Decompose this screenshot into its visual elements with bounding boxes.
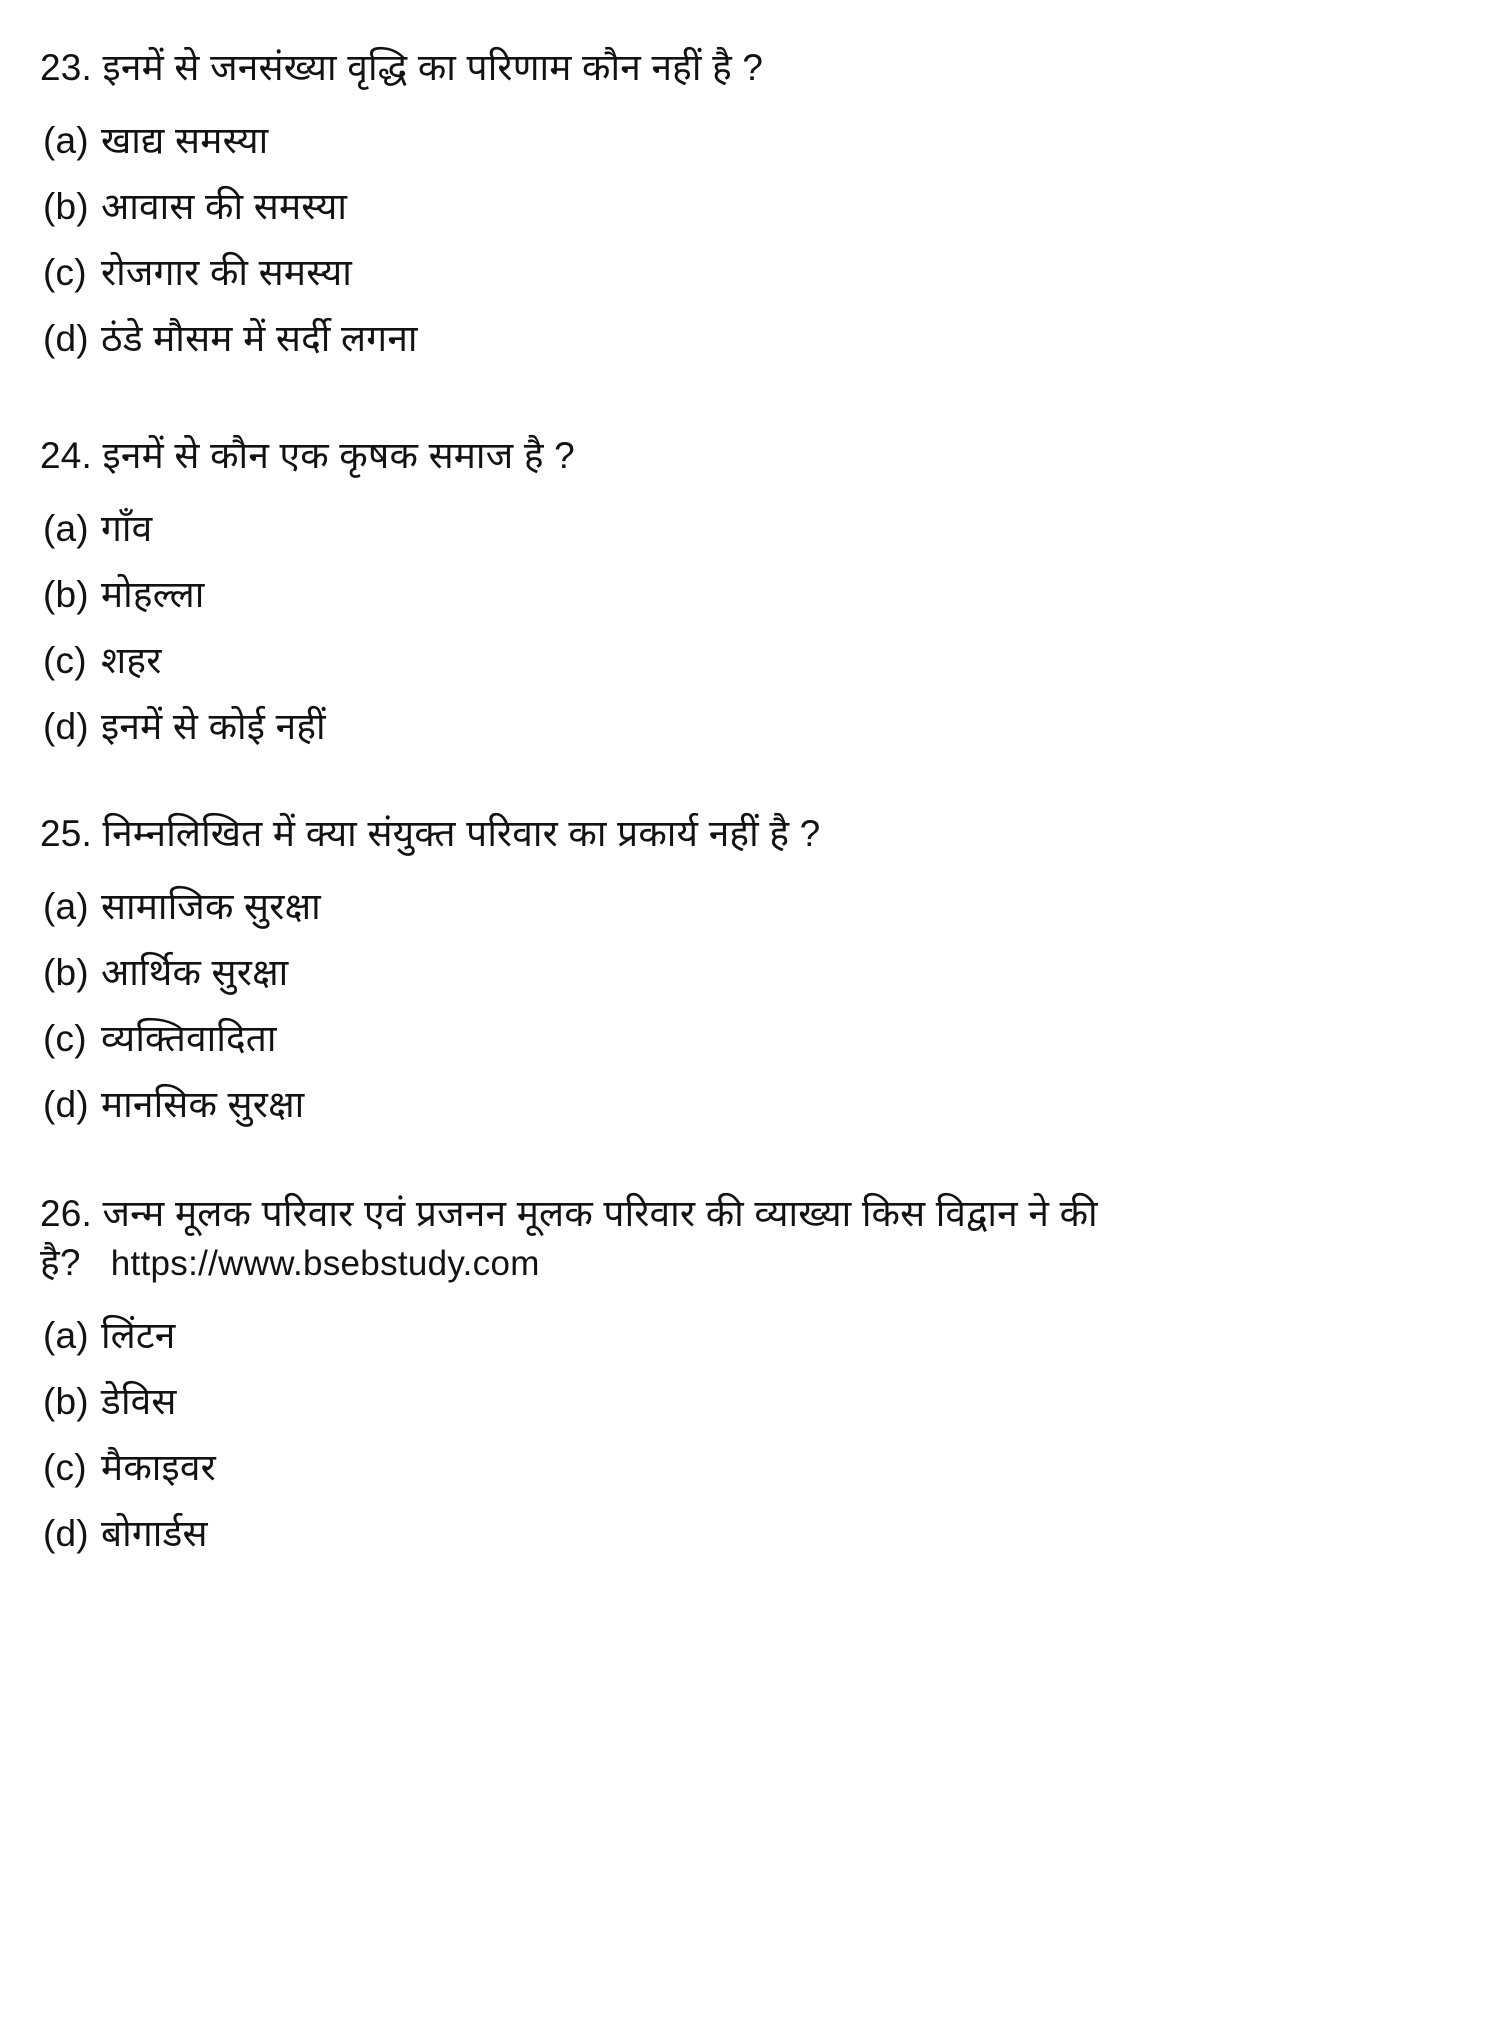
option-label-23-d: (d) bbox=[43, 317, 89, 359]
option-label-24-a: (a) bbox=[43, 507, 89, 549]
option-24-a[interactable] bbox=[0, 507, 1460, 549]
option-text-23-b: आवास की समस्या bbox=[101, 185, 348, 227]
option-24-b[interactable] bbox=[0, 573, 1460, 615]
question-block-26 bbox=[0, 1190, 1460, 1552]
option-label-24-b: (b) bbox=[43, 573, 89, 615]
option-label-23-c: (c) bbox=[43, 251, 87, 293]
option-label-25-b: (b) bbox=[43, 951, 89, 993]
option-text-26-c: मैकाइवर bbox=[101, 1446, 216, 1488]
option-label-25-a: (a) bbox=[43, 885, 89, 927]
option-list-25 bbox=[0, 885, 1460, 1125]
option-label-26-d: (d) bbox=[43, 1512, 89, 1554]
option-label-26-b: (b) bbox=[43, 1380, 89, 1422]
option-text-25-d: मानसिक सुरक्षा bbox=[101, 1083, 305, 1125]
option-text-25-a: सामाजिक सुरक्षा bbox=[101, 885, 321, 927]
option-label-26-c: (c) bbox=[43, 1446, 87, 1488]
option-label-25-d: (d) bbox=[43, 1083, 89, 1125]
option-25-d[interactable] bbox=[0, 1083, 1460, 1125]
option-24-c[interactable] bbox=[0, 639, 1460, 681]
option-text-24-c: शहर bbox=[101, 639, 162, 681]
option-label-26-a: (a) bbox=[43, 1314, 89, 1356]
watermark-url: https://www.bsebstudy.com bbox=[80, 1243, 540, 1283]
option-23-b[interactable] bbox=[0, 185, 1460, 227]
option-label-23-b: (b) bbox=[43, 185, 89, 227]
question-26-continuation: है? bbox=[40, 1241, 81, 1283]
option-label-25-c: (c) bbox=[43, 1017, 87, 1059]
option-text-26-b: डेविस bbox=[101, 1380, 177, 1422]
option-text-25-c: व्यक्तिवादिता bbox=[101, 1017, 277, 1059]
option-25-b[interactable] bbox=[0, 951, 1460, 993]
option-text-23-c: रोजगार की समस्या bbox=[101, 251, 353, 293]
option-text-24-a: गाँव bbox=[101, 507, 153, 549]
question-text-26-line1: 26. जन्म मूलक परिवार एवं प्रजनन मूलक परिवार की व्याख्या किस विद्वान ने की bbox=[40, 1193, 1098, 1234]
question-text-24: 24. इनमें से कौन एक कृषक समाज है ? bbox=[40, 435, 575, 476]
option-list-26 bbox=[0, 1314, 1460, 1554]
option-23-d[interactable] bbox=[0, 317, 1460, 359]
option-list-24 bbox=[0, 507, 1460, 747]
option-text-23-a: खाद्य समस्या bbox=[101, 119, 269, 161]
option-26-a[interactable] bbox=[0, 1314, 1460, 1356]
option-text-26-a: लिंटन bbox=[101, 1314, 176, 1356]
option-text-24-b: मोहल्ला bbox=[101, 573, 205, 615]
option-label-24-c: (c) bbox=[43, 639, 87, 681]
option-23-c[interactable] bbox=[0, 251, 1460, 293]
question-text-26-line2 bbox=[0, 1239, 1460, 1288]
option-25-c[interactable] bbox=[0, 1017, 1460, 1059]
question-text-25: 25. निम्नलिखित में क्या संयुक्त परिवार का प्रकार्य नहीं है ? bbox=[40, 813, 821, 854]
option-26-b[interactable] bbox=[0, 1380, 1460, 1422]
option-23-a[interactable] bbox=[0, 119, 1460, 161]
question-block-25 bbox=[0, 810, 1460, 1123]
question-text-23: 23. इनमें से जनसंख्या वृद्धि का परिणाम कौन नहीं है ? bbox=[40, 47, 764, 88]
option-26-d[interactable] bbox=[0, 1512, 1460, 1554]
option-label-24-d: (d) bbox=[43, 705, 89, 747]
option-text-26-d: बोगार्डस bbox=[101, 1512, 208, 1554]
question-block-23 bbox=[0, 44, 1460, 357]
option-label-23-a: (a) bbox=[43, 119, 89, 161]
option-text-24-d: इनमें से कोई नहीं bbox=[101, 705, 326, 747]
option-text-23-d: ठंडे मौसम में सर्दी लगना bbox=[101, 317, 418, 359]
option-list-23 bbox=[0, 119, 1460, 359]
option-24-d[interactable] bbox=[0, 705, 1460, 747]
option-text-25-b: आर्थिक सुरक्षा bbox=[101, 951, 289, 993]
question-block-24 bbox=[0, 432, 1460, 745]
option-25-a[interactable] bbox=[0, 885, 1460, 927]
option-26-c[interactable] bbox=[0, 1446, 1460, 1488]
